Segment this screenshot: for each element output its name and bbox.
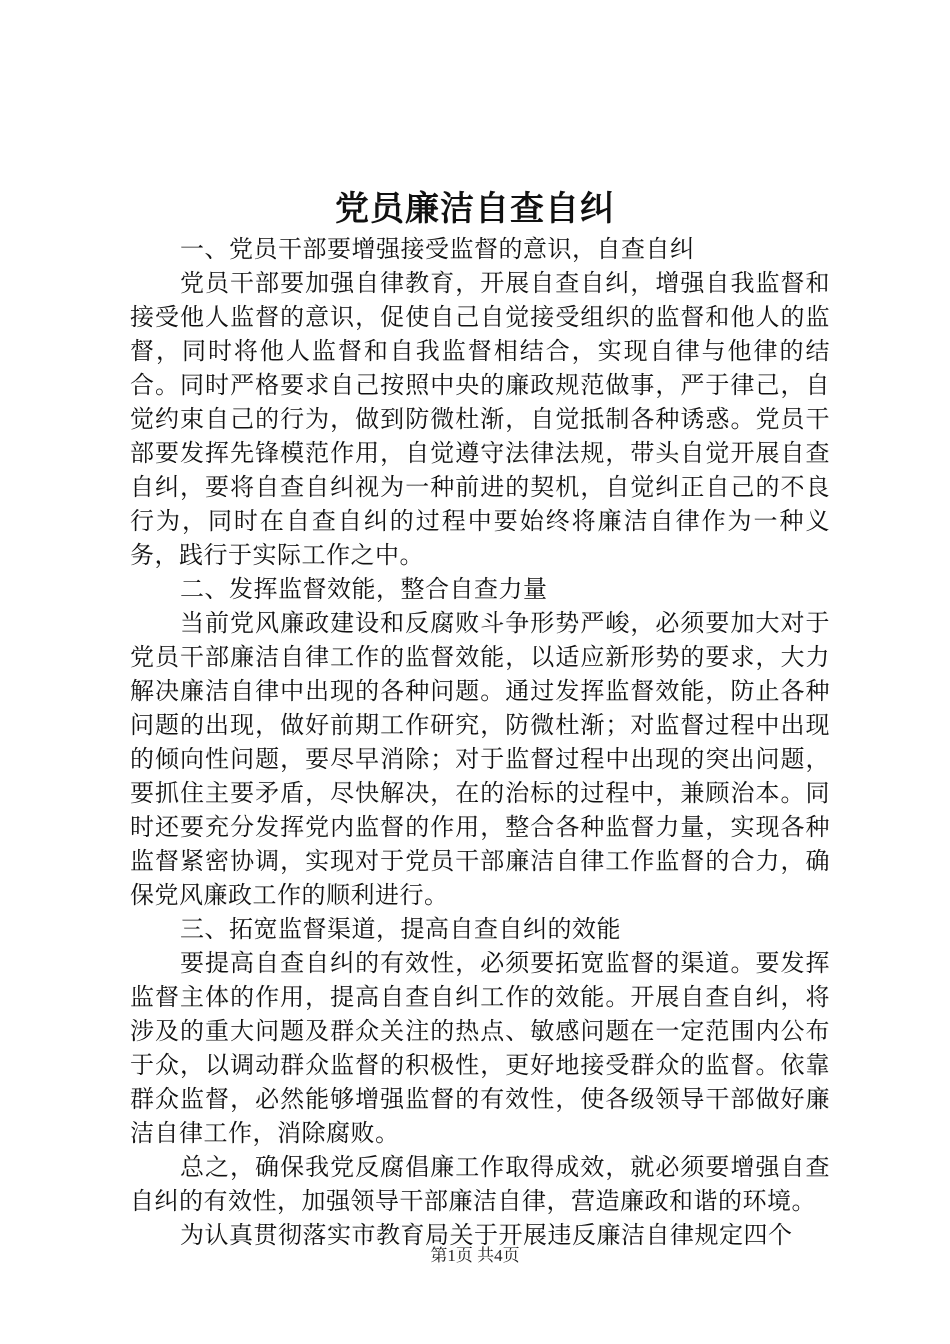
section-heading-2: 二、发挥监督效能，整合自查力量 <box>180 575 548 603</box>
section-heading-3: 三、拓宽监督渠道，提高自查自纠的效能 <box>180 915 621 943</box>
paragraph-4: 总之，确保我党反腐倡廉工作取得成效，就必须要增强自查自纠的有效性，加强领导干部廉洁自律，营造廉政和谐的环境。 <box>130 1153 830 1215</box>
paragraph-5: 为认真贯彻落实市教育局关于开展违反廉洁自律规定四个 <box>180 1221 793 1249</box>
document-title: 党员廉洁自查自纠 <box>335 189 615 229</box>
paragraph-2: 当前党风廉政建设和反腐败斗争形势严峻，必须要加大对于党员干部廉洁自律工作的监督效能，以适应新形势的要求，大力解决廉洁自律中出现的各种问题。通过发挥监督效能，防止各种问题的出现，做好前期工作研究，防微杜渐；对监督过程中出现的倾向性问题，要尽早消除；对于监督过程中出现的突出问题，要抓住主要矛盾，尽快解决，在的治标的过程中，兼顾治本。同时还要充分发挥党内监督的作用，整合各种监督力量，实现各种监督紧密协调，实现对于党员干部廉洁自律工作监督的合力，确保党风廉政工作的顺利进行。 <box>130 609 830 909</box>
paragraph-1: 党员干部要加强自律教育，开展自查自纠，增强自我监督和接受他人监督的意识，促使自己自觉接受组织的监督和他人的监督，同时将他人监督和自我监督相结合，实现自律与他律的结合。同时严格要求自己按照中央的廉政规范做事，严于律己，自觉约束自己的行为，做到防微杜渐，自觉抵制各种诱惑。党员干部要发挥先锋模范作用，自觉遵守法律法规，带头自觉开展自查自纠，要将自查自纠视为一种前进的契机，自觉纠正自己的不良行为，同时在自查自纠的过程中要始终将廉洁自律作为一种义务，践行于实际工作之中。 <box>130 269 830 569</box>
paragraph-3: 要提高自查自纠的有效性，必须要拓宽监督的渠道。要发挥监督主体的作用，提高自查自纠工作的效能。开展自查自纠，将涉及的重大问题及群众关注的热点、敏感问题在一定范围内公布于众，以调动群众监督的积极性，更好地接受群众的监督。依靠群众监督，必然能够增强监督的有效性，使各级领导干部做好廉洁自律工作，消除腐败。 <box>130 949 830 1147</box>
document-body <box>130 232 830 1252</box>
page-number-footer: 第1页 共4页 <box>430 1246 520 1265</box>
section-heading-1: 一、党员干部要增强接受监督的意识，自查自纠 <box>180 235 695 263</box>
